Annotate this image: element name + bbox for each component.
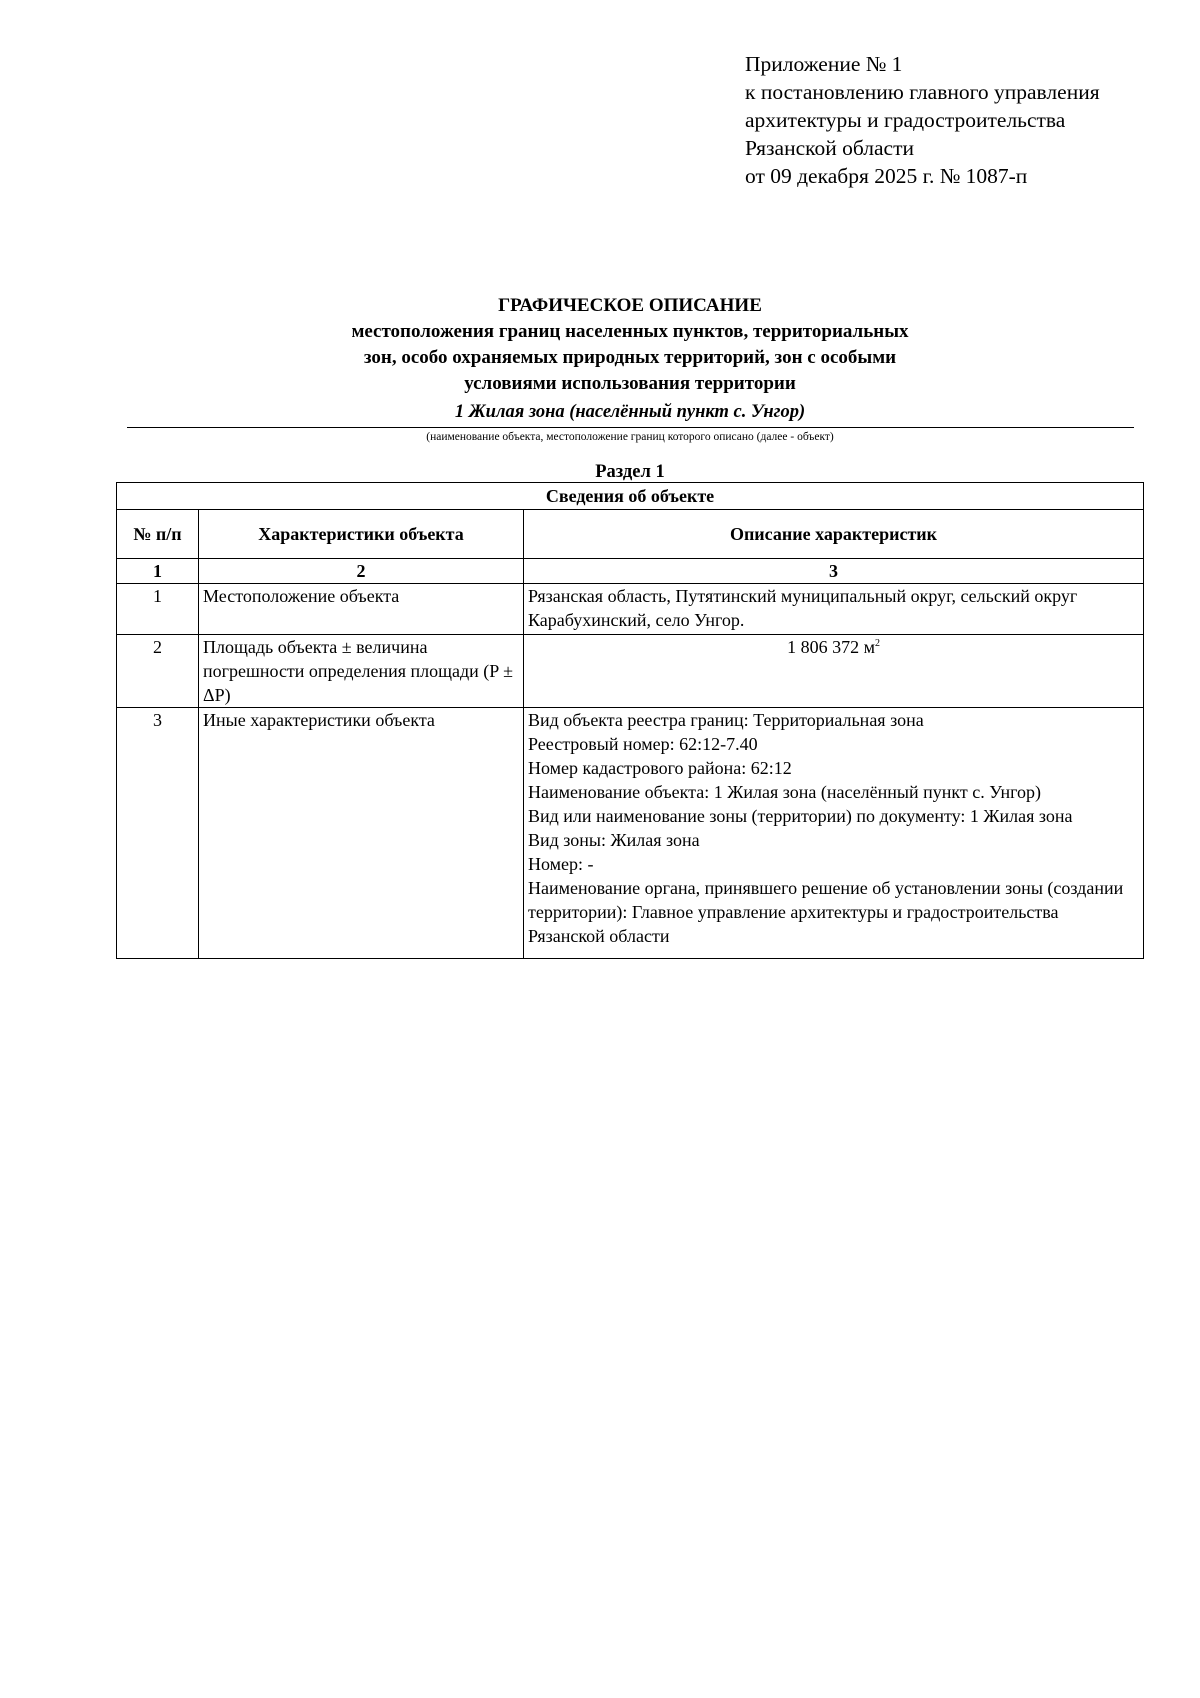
- appendix-line: Приложение № 1: [745, 52, 903, 76]
- object-info-table: [116, 482, 1144, 959]
- appendix-block: [745, 50, 1100, 190]
- title-subline: условиями использования территории: [464, 373, 796, 394]
- main-title: ГРАФИЧЕСКОЕ ОПИСАНИЕ: [498, 295, 762, 316]
- area-unit-superscript: 2: [874, 638, 880, 649]
- object-caption: (наименование объекта, местоположение границ которого описано (далее - объект): [426, 431, 834, 443]
- title-subline: местоположения границ населенных пунктов, территориальных: [351, 321, 909, 342]
- table-row: [117, 584, 1144, 635]
- description-line: Наименование органа, принявшего решение об установлении зоны (создании территории): Главное управление архитектуры и градостроительства Рязанской области: [528, 878, 1124, 946]
- table-row: [117, 635, 1144, 708]
- header-num: № п/п: [117, 510, 199, 559]
- row-description: Рязанская область, Путятинский муниципальный округ, сельский округ Карабухинский, село Унгор.: [524, 584, 1144, 635]
- row-description: [524, 708, 1144, 959]
- table-caption-row: [117, 483, 1144, 510]
- appendix-line: Рязанской области: [745, 136, 914, 160]
- object-name: 1 Жилая зона (населённый пункт с. Унгор): [454, 402, 806, 422]
- row-characteristic: Площадь объекта ± величина погрешности определения площади (P ± ΔP): [199, 635, 524, 708]
- row-number: 2: [117, 635, 199, 708]
- row-number: 3: [117, 708, 199, 959]
- header-description: Описание характеристик: [524, 510, 1144, 559]
- row-characteristic: Местоположение объекта: [199, 584, 524, 635]
- row-characteristic: Иные характеристики объекта: [199, 708, 524, 959]
- appendix-line: от 09 декабря 2025 г. № 1087-п: [745, 164, 1028, 188]
- section-title: Раздел 1: [595, 462, 665, 482]
- description-line: Номер: -: [528, 854, 594, 874]
- description-line: Вид зоны: Жилая зона: [528, 830, 700, 850]
- description-line: Реестровый номер: 62:12-7.40: [528, 734, 758, 754]
- description-line: Наименование объекта: 1 Жилая зона (населённый пункт с. Унгор): [528, 782, 1041, 802]
- table-caption: Сведения об объекте: [117, 483, 1144, 510]
- row-description: [524, 635, 1144, 708]
- appendix-line: архитектуры и градостроительства: [745, 108, 1066, 132]
- description-line: Вид объекта реестра границ: Территориальная зона: [528, 710, 924, 730]
- table-header-row: [117, 510, 1144, 559]
- description-line: Номер кадастрового района: 62:12: [528, 758, 792, 778]
- table-row: [117, 708, 1144, 959]
- title-subline: зон, особо охраняемых природных территорий, зон с особыми: [363, 347, 897, 368]
- appendix-line: к постановлению главного управления: [745, 80, 1100, 104]
- document-title: [0, 293, 1200, 397]
- header-characteristics: Характеристики объекта: [199, 510, 524, 559]
- column-number: 2: [199, 559, 524, 584]
- row-number: 1: [117, 584, 199, 635]
- column-number: 3: [524, 559, 1144, 584]
- column-number-row: [117, 559, 1144, 584]
- column-number: 1: [117, 559, 199, 584]
- description-line: Вид или наименование зоны (территории) по документу: 1 Жилая зона: [528, 806, 1073, 826]
- area-value: 1 806 372 м: [787, 637, 875, 657]
- object-name-underline: [127, 427, 1134, 428]
